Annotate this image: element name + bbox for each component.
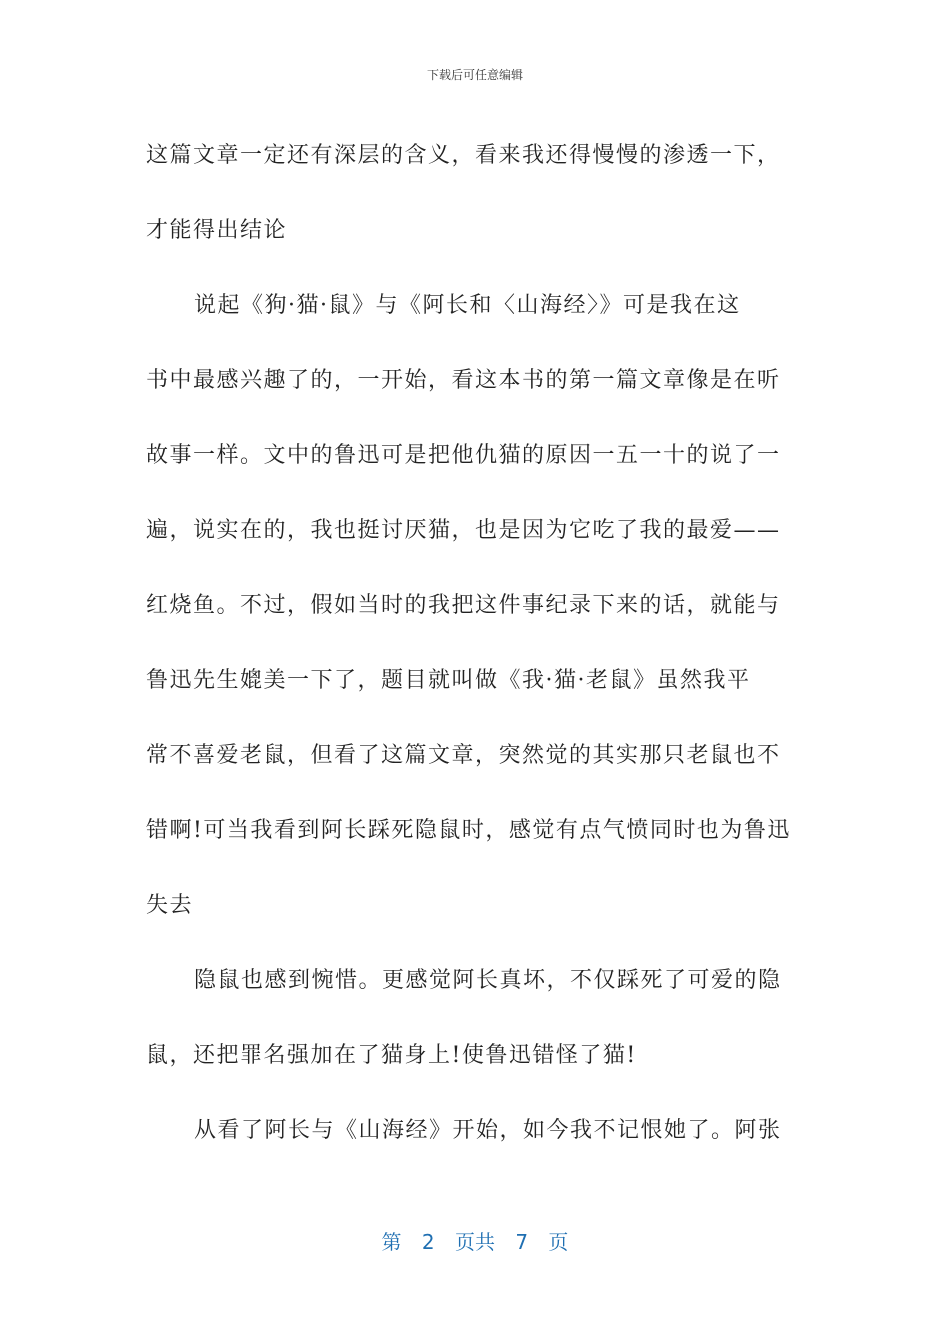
text-line: 故事一样。文中的鲁迅可是把他仇猫的原因一五一十的说了一 <box>146 443 781 468</box>
text-line: 这篇文章一定还有深层的含义，看来我还得慢慢的渗透一下， <box>146 143 781 168</box>
text-line: 才能得出结论 <box>146 218 288 243</box>
paragraph-4 <box>146 1093 806 1168</box>
paragraph-2 <box>146 268 806 943</box>
paragraph-3 <box>146 943 806 1093</box>
text-line: 隐鼠也感到惋惜。更感觉阿长真坏，不仅踩死了可爱的隐 <box>194 968 782 993</box>
text-line: 从看了阿长与《山海经》开始，如今我不记恨她了。阿张 <box>194 1118 782 1143</box>
text-line: 遍，说实在的，我也挺讨厌猫，也是因为它吃了我的最爱—— <box>146 518 781 543</box>
text-line: 书中最感兴趣了的，一开始，看这本书的第一篇文章像是在听 <box>146 368 781 393</box>
text-line: 失去 <box>146 893 194 918</box>
text-line: 鼠，还把罪名强加在了猫身上!使鲁迅错怪了猫! <box>146 1043 637 1068</box>
text-line: 红烧鱼。不过，假如当时的我把这件事纪录下来的话，就能与 <box>146 593 781 618</box>
paragraph-1 <box>146 118 806 268</box>
page-header: 下载后可任意编辑 <box>426 68 523 82</box>
text-line: 错啊!可当我看到阿长踩死隐鼠时，感觉有点气愤同时也为鲁迅 <box>146 818 791 843</box>
text-line: 常不喜爱老鼠，但看了这篇文章，突然觉的其实那只老鼠也不 <box>146 743 781 768</box>
body-text <box>146 118 806 1168</box>
text-line: 说起《狗·猫·鼠》与《阿长和〈山海经〉》可是我在这 <box>194 293 741 318</box>
page-footer: 第 2 页共 7 页 <box>381 1230 569 1254</box>
text-line: 鲁迅先生媲美一下了，题目就叫做《我·猫·老鼠》虽然我平 <box>146 668 751 693</box>
